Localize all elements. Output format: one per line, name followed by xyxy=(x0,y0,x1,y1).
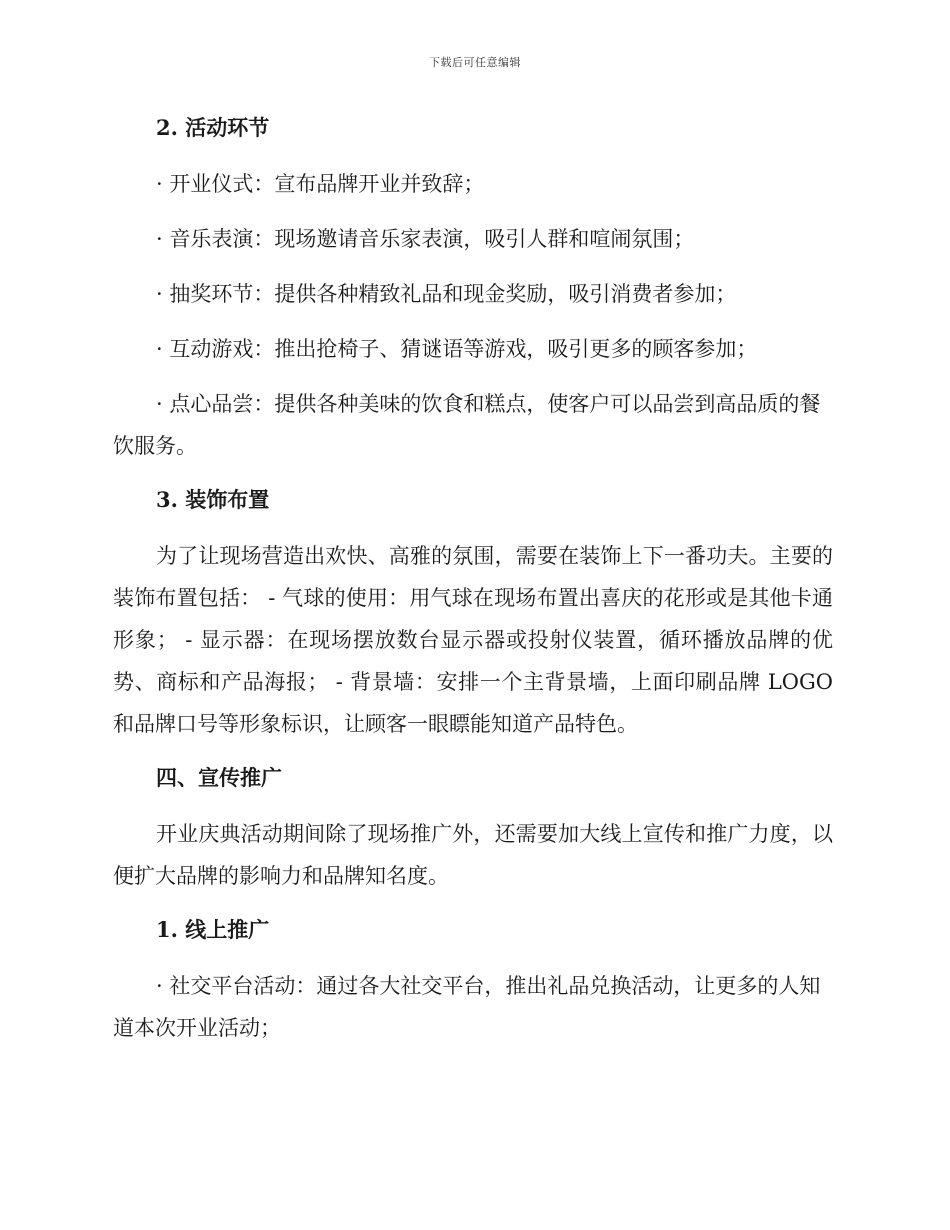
bullet-lottery: · 抽奖环节：提供各种精致礼品和现金奖励，吸引消费者参加； xyxy=(156,282,737,306)
section-heading-promotion: 四、宣传推广 xyxy=(156,765,282,790)
paragraph-decoration: 为了让现场营造出欢快、高雅的氛围，需要在装饰上下一番功夫。主要的装饰布置包括： - 气球的使用：用气球在现场布置出喜庆的花形或是其他卡通形象； - 显示器：在现场摆放数台显示器或投射仪装置，循环播放品牌的优势、商标和产品海报； - 背景墙：安排一个主背景墙，上面印刷品牌 LOGO 和品牌口号等形象标识，让顾客一眼瞟能知道产品特色。 xyxy=(113,544,833,736)
paragraph-promotion: 开业庆典活动期间除了现场推广外，还需要加大线上宣传和推广力度，以便扩大品牌的影响力和品牌知名度。 xyxy=(113,822,833,888)
document-body xyxy=(113,108,833,1062)
bullet-opening-ceremony: · 开业仪式：宣布品牌开业并致辞； xyxy=(156,172,485,196)
bullet-social-platform: · 社交平台活动：通过各大社交平台，推出礼品兑换活动，让更多的人知道本次开业活动； xyxy=(113,974,821,1040)
section-heading-online: 1. 线上推广 xyxy=(156,917,270,942)
section-heading-activity: 2. 活动环节 xyxy=(156,115,270,140)
bullet-music-performance: · 音乐表演：现场邀请音乐家表演，吸引人群和喧闹氛围； xyxy=(156,227,695,251)
bullet-interactive-games: · 互动游戏：推出抢椅子、猜谜语等游戏，吸引更多的顾客参加； xyxy=(156,337,758,361)
section-heading-decoration: 3. 装饰布置 xyxy=(156,487,270,512)
bullet-snack-tasting: · 点心品尝：提供各种美味的饮食和糕点，使客户可以品尝到高品质的餐饮服务。 xyxy=(113,392,821,458)
page-header: 下载后可任意编辑 xyxy=(429,56,521,69)
